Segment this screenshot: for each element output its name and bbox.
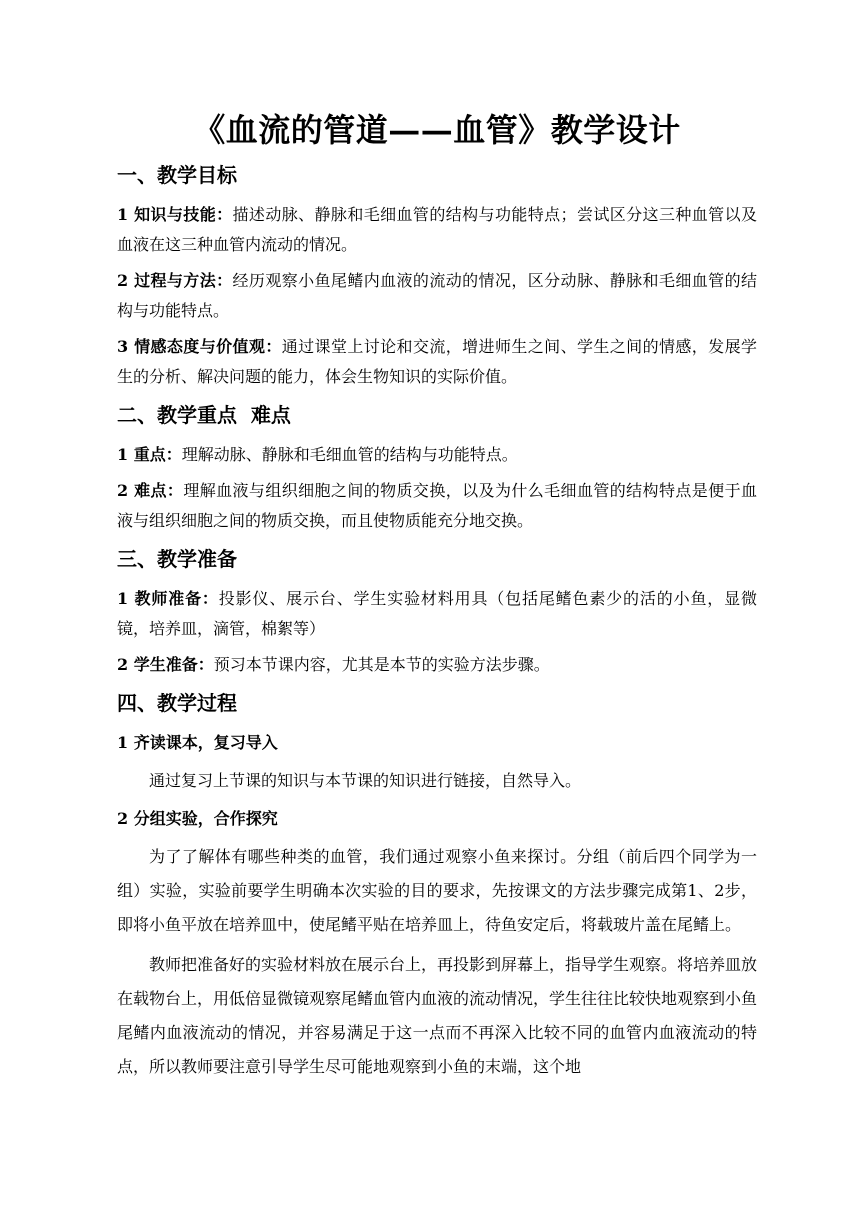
document-page [117,108,757,1090]
document-title: 《血流的管道——血管》教学设计 [193,111,681,149]
objective-attitude-text: 通过课堂上讨论和交流，增进师生之间、学生之间的情感，发展学生的分析、解决问题的能力，体会生物知识的实际价值。 [117,337,757,386]
process-step-1-paragraph: 通过复习上节课的知识与本节课的知识进行链接，自然导入。 [149,771,582,790]
key-point-label: 1 重点： [117,445,182,464]
objective-process-label: 2 过程与方法： [117,271,233,290]
objective-attitude [117,332,757,392]
process-step-2-paragraph-2: 教师把准备好的实验材料放在展示台上，再投影到屏幕上，指导学生观察。将培养皿放在载物台上，用低倍显微镜观察尾鳍血管内血液的流动情况，学生往往比较快地观察到小鱼尾鳍内血液流动的情况，并容易满足于这一点而不再深入比较不同的血管内血液流动的特点，所以教师要注意引导学生尽可能地观察到小鱼的末端，这个地 [117,955,758,1076]
objective-attitude-label: 3 情感态度与价值观： [117,337,282,356]
teacher-preparation-text: 投影仪、展示台、学生实验材料用具（包括尾鳍色素少的活的小鱼，显微镜，培养皿，滴管，棉絮等） [117,589,757,638]
key-point [117,440,757,470]
objective-knowledge-label: 1 知识与技能： [117,205,233,224]
section-heading-objectives: 一、教学目标 [117,163,237,187]
section-heading-process: 四、教学过程 [117,691,237,715]
objective-knowledge-text: 描述动脉、静脉和毛细血管的结构与功能特点；尝试区分这三种血管以及血液在这三种血管内流动的情况。 [117,205,757,254]
key-point-text: 理解动脉、静脉和毛细血管的结构与功能特点。 [181,445,518,464]
difficult-point [117,476,757,536]
section-heading-key-points: 二、教学重点 难点 [117,403,291,427]
section-heading-preparation: 三、教学准备 [117,547,237,571]
difficult-point-label: 2 难点： [117,481,184,500]
teacher-preparation [117,584,757,644]
objective-knowledge [117,200,757,260]
objective-process [117,266,757,326]
process-step-2-heading: 2 分组实验，合作探究 [117,809,278,828]
student-preparation-text: 预习本节课内容，尤其是本节的实验方法步骤。 [213,655,550,674]
process-step-2-paragraph-1: 为了了解体有哪些种类的血管，我们通过观察小鱼来探讨。分组（前后四个同学为一组）实验，实验前要学生明确本次实验的目的要求，先按课文的方法步骤完成第1、2步，即将小鱼平放在培养皿中，使尾鳍平贴在培养皿上，待鱼安定后，将载玻片盖在尾鳍上。 [117,847,757,934]
student-preparation [117,650,757,680]
teacher-preparation-label: 1 教师准备： [117,589,219,608]
difficult-point-text: 理解血液与组织细胞之间的物质交换，以及为什么毛细血管的结构特点是便于血液与组织细胞之间的物质交换，而且使物质能充分地交换。 [117,481,757,530]
student-preparation-label: 2 学生准备： [117,655,214,674]
process-step-1-heading: 1 齐读课本，复习导入 [117,733,278,752]
objective-process-text: 经历观察小鱼尾鳍内血液的流动的情况，区分动脉、静脉和毛细血管的结构与功能特点。 [117,271,757,320]
